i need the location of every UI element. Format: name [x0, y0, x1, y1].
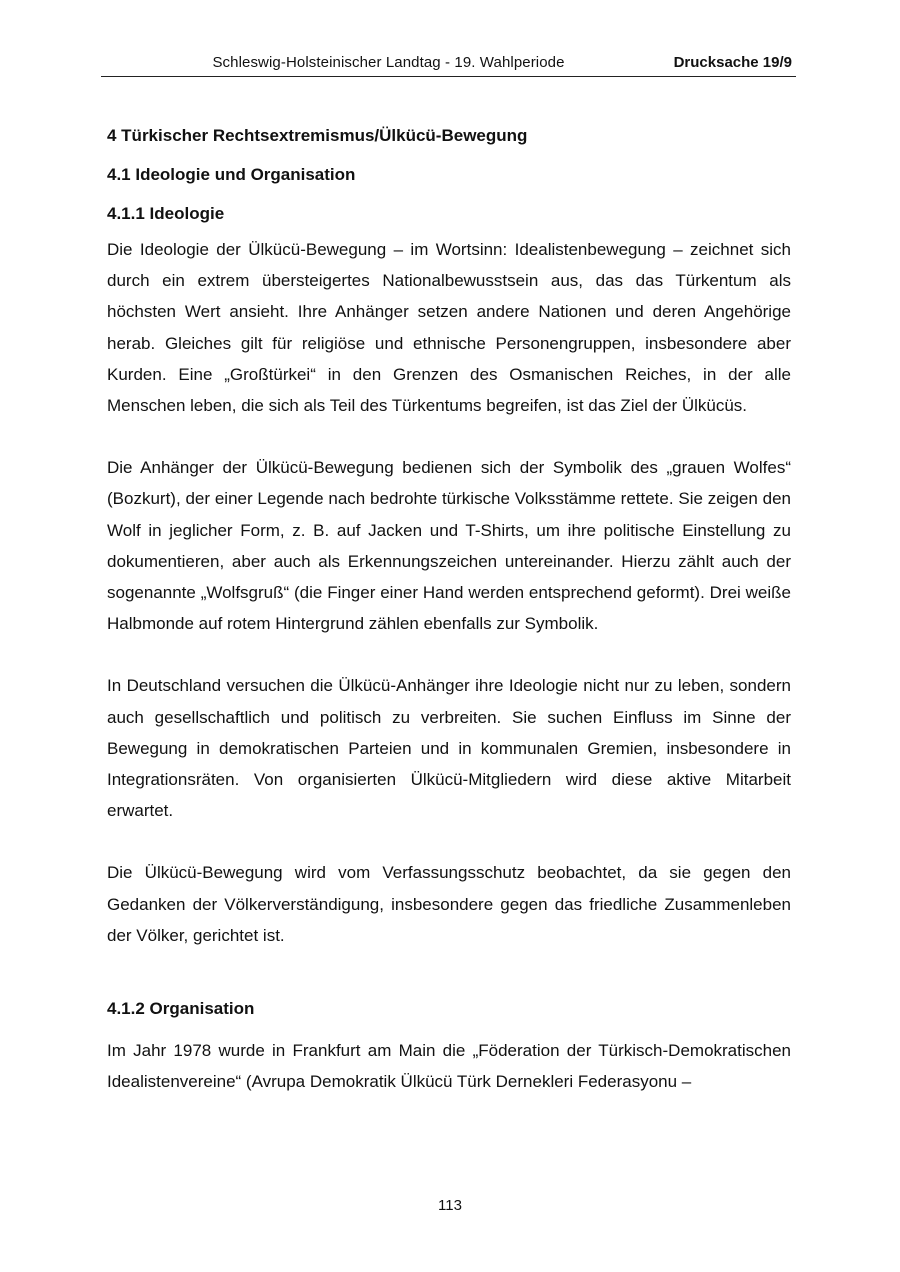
header-doc-number: Drucksache 19/9: [673, 54, 792, 71]
paragraph-ideologie-1: Die Ideologie der Ülkücü-Bewegung – im Wortsinn: Idealistenbewegung – zeichnet sich durch ein extrem übersteigertes Nationalbewusstsein aus, das das Türkentum als höchsten Wert ansieht. Ihre Anhänger setzen andere Nationen und deren Angehörige herab. Gleiches gilt für religiöse und ethnische Personengruppen, insbesondere aber Kurden. Eine „Großtürkei“ in den Grenzen des Osmanischen Reiches, in der alle Menschen leben, die sich als Teil des Türkentums begreifen, ist das Ziel der Ülkücüs.: [107, 240, 791, 416]
header-title: Schleswig-Holsteinischer Landtag - 19. Wahlperiode: [212, 54, 565, 71]
paragraph-organisation-1: Im Jahr 1978 wurde in Frankfurt am Main die „Föderation der Türkisch-Demokratischen Idealistenvereine“ (Avrupa Demokratik Ülkücü Türk Dernekleri Federasyonu –: [107, 1041, 791, 1092]
section-heading-4-1-1: 4.1.1 Ideologie: [107, 204, 225, 223]
paragraph-ideologie-4: Die Ülkücü-Bewegung wird vom Verfassungsschutz beobachtet, da sie gegen den Gedanken der Völkerverständigung, insbesondere gegen das friedliche Zusammenleben der Völker, gerichtet ist.: [107, 863, 791, 945]
section-heading-4: 4 Türkischer Rechtsextremismus/Ülkücü-Bewegung: [107, 126, 528, 145]
paragraph-ideologie-3: In Deutschland versuchen die Ülkücü-Anhänger ihre Ideologie nicht nur zu leben, sondern auch gesellschaftlich und politisch zu verbreiten. Sie suchen Einfluss im Sinne der Bewegung in demokratischen Parteien und in kommunalen Gremien, insbesondere in Integrationsräten. Von organisierten Ülkücü-Mitgliedern wird diese aktive Mitarbeit erwartet.: [107, 676, 791, 821]
section-heading-4-1: 4.1 Ideologie und Organisation: [107, 165, 356, 184]
document-body: [107, 124, 791, 1097]
page-header: [101, 52, 796, 77]
section-heading-4-1-2: 4.1.2 Organisation: [107, 999, 255, 1019]
paragraph-ideologie-2: Die Anhänger der Ülkücü-Bewegung bedienen sich der Symbolik des „grauen Wolfes“ (Bozkurt), der einer Legende nach bedrohte türkische Volksstämme rettete. Sie zeigen den Wolf in jeglicher Form, z. B. auf Jacken und T-Shirts, um ihre politische Einstellung zu dokumentieren, aber auch als Erkennungszeichen untereinander. Hierzu zählt auch der sogenannte „Wolfsgruß“ (die Finger einer Hand werden entsprechend geformt). Drei weiße Halbmonde auf rotem Hintergrund zählen ebenfalls zur Symbolik.: [107, 458, 791, 634]
page-number: 113: [438, 1197, 462, 1214]
